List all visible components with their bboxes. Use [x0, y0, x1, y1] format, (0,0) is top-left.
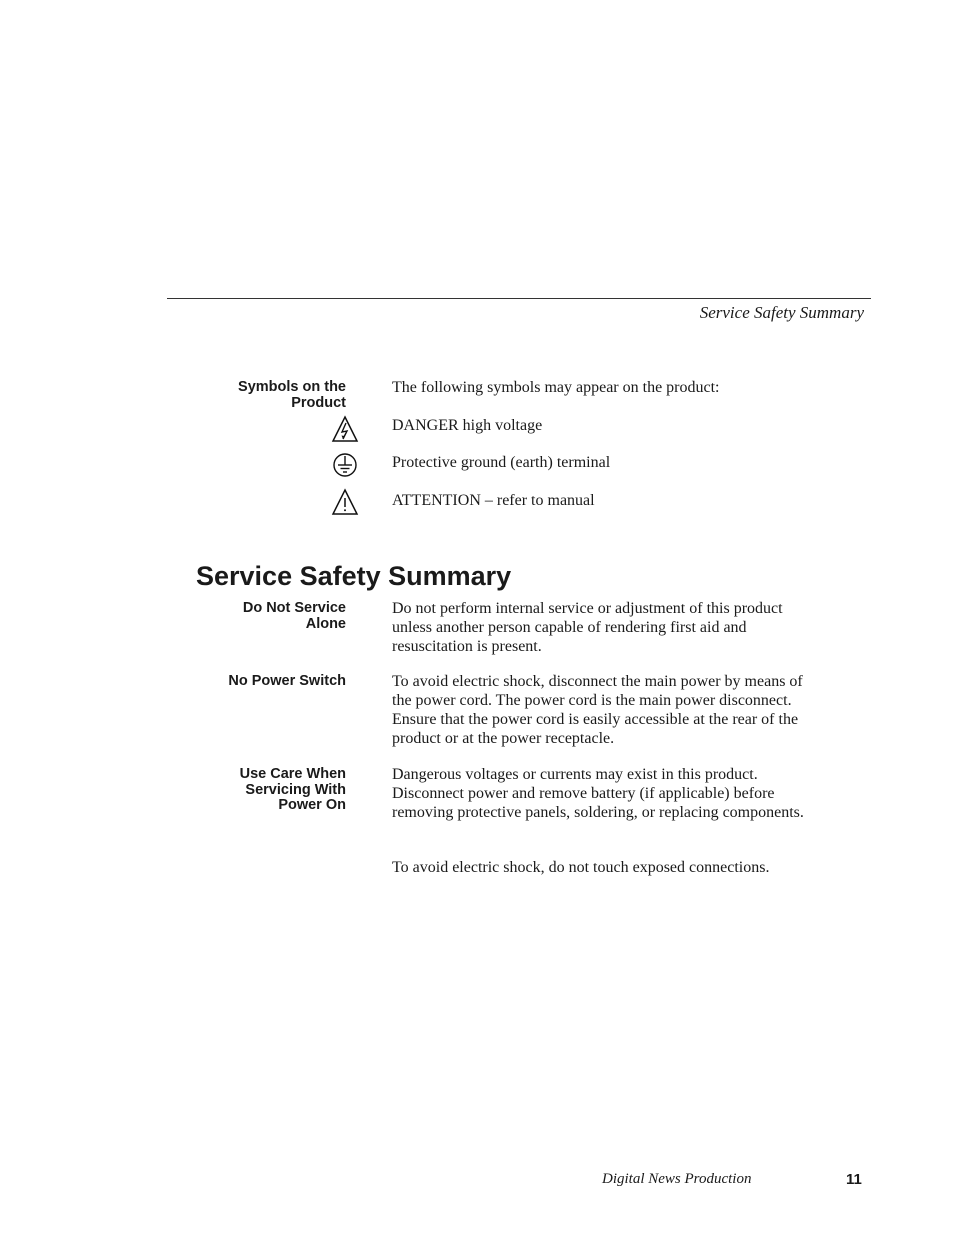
item-heading-no-power-switch: No Power Switch	[228, 673, 346, 689]
header-rule	[167, 298, 871, 299]
symbols-heading: Symbols on the Product	[238, 379, 346, 411]
symbol-label-ground: Protective ground (earth) terminal	[392, 454, 611, 471]
item-text-use-care-2: To avoid electric shock, do not touch exposed connections.	[392, 859, 770, 876]
attention-icon	[331, 488, 359, 516]
symbol-label-attention: ATTENTION – refer to manual	[392, 492, 595, 509]
item-heading-do-not-service-alone: Do Not Service Alone	[242, 600, 346, 632]
running-header: Service Safety Summary	[699, 303, 864, 322]
item-heading-use-care: Use Care When Servicing With Power On	[239, 766, 346, 813]
protective-ground-icon	[331, 451, 359, 479]
item-text-do-not-service-alone: Do not perform internal service or adjustment of this product unless another person capable of rendering first aid and resuscitation is present.	[392, 600, 783, 655]
page-number: 11	[846, 1171, 862, 1188]
danger-high-voltage-icon	[331, 415, 359, 443]
symbols-intro: The following symbols may appear on the product:	[392, 379, 720, 396]
symbol-label-danger: DANGER high voltage	[392, 417, 543, 434]
footer-title: Digital News Production	[602, 1171, 752, 1187]
item-text-no-power-switch: To avoid electric shock, disconnect the main power by means of the power cord. The power cord is the main power disconnect. Ensure that the power cord is easily accessible at the rear of the product or at the power receptacle.	[392, 673, 803, 747]
item-text-use-care: Dangerous voltages or currents may exist in this product. Disconnect power and remove battery (if applicable) before removing protective panels, soldering, or replacing components.	[392, 766, 804, 821]
section-title: Service Safety Summary	[196, 561, 512, 591]
